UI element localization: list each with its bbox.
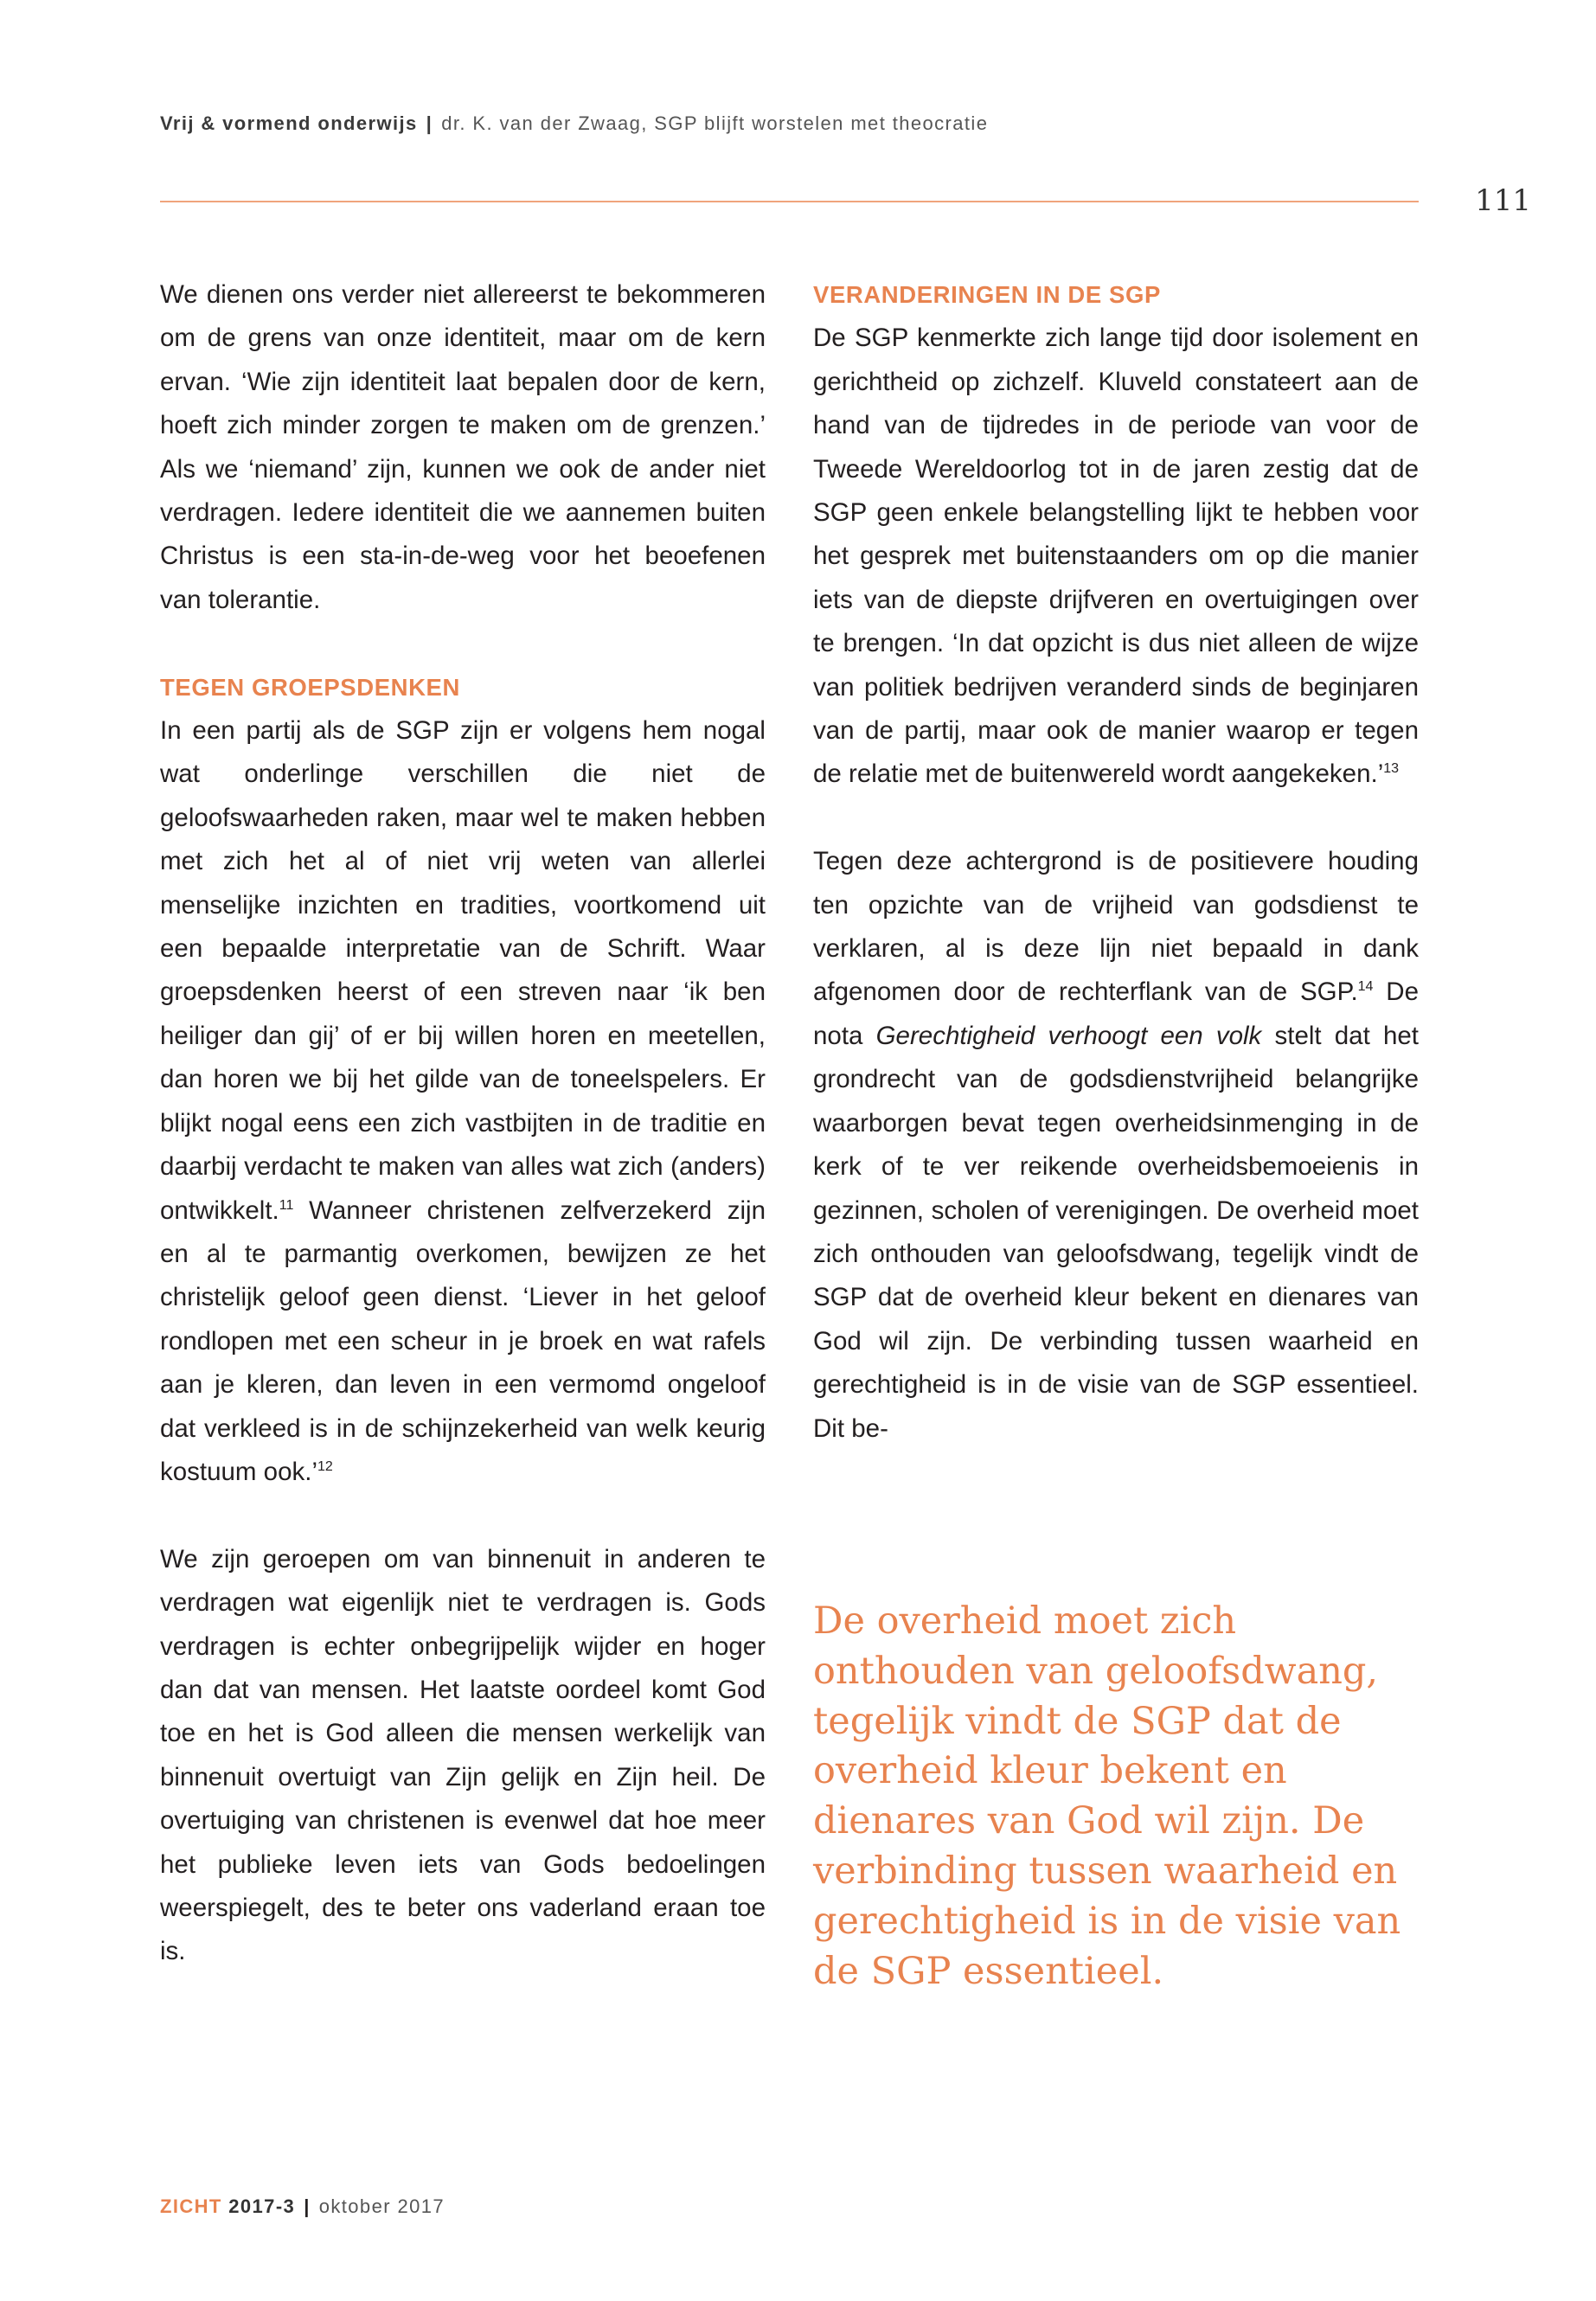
- magazine-name: ZICHT: [160, 2195, 222, 2217]
- footnote-ref-14: 14: [1357, 979, 1374, 995]
- paragraph-gap: [813, 797, 1419, 840]
- footnote-ref-13: 13: [1383, 761, 1400, 777]
- paragraph-isolement: [813, 317, 1419, 796]
- paragraph-text: De nota: [813, 977, 1419, 1050]
- paragraph-text: Wanneer christenen zelfverzekerd zijn en al te parmantig overkomen, bewijzen ze het christelijk geloof geen dienst. ‘Liever in het geloof rondlopen met een scheur in je broek en wat rafels aan je kleren, dan leven in een vermomd ongeloof dat verkleed is in de schijnzekerheid van welk keurig kostuum ook.’: [160, 1195, 766, 1486]
- heading-veranderingen: VERANDERINGEN IN DE SGP: [813, 281, 1161, 308]
- issue-date: oktober 2017: [318, 2195, 445, 2217]
- paragraph-text: De SGP kenmerkte zich lange tijd door isolement en gerichtheid op zichzelf. Kluveld constateert aan de hand van de tijdredes in de periode van voor de Tweede Wereldoorlog tot in de jaren zestig dat de SGP geen enkele belangstelling lijkt te hebben voor het gesprek met buitenstaanders om op die manier iets van de diepste drijfveren en overtuigingen over te brengen. ‘In dat opzicht is dus niet alleen de wijze van politiek bedrijven veranderd sinds de beginjaren van de partij, maar ook de manier waarop er tegen de relatie met de buitenwereld wordt aangekeken.’: [813, 324, 1419, 789]
- paragraph-groepsdenken: [160, 709, 766, 1494]
- paragraph-text: In een partij als de SGP zijn er volgens hem nogal wat onderlinge verschillen die niet de geloofswaarheden raken, maar wel te maken hebben met zich het al of niet vrij weten van allerlei menselijke inzichten en tradities, voortkomend uit een bepaalde interpretatie van de Schrift. Waar groepsdenken heerst of een streven naar ‘ik ben heiliger dan gij’ of er bij willen horen en meetellen, dan horen we bij het gilde van de toneelspelers. Er blijkt nogal eens een zich vastbijten in de traditie en daarbij verdacht te maken van alles wat zich (anders) ontwikkelt.: [160, 716, 766, 1225]
- footer-separator: |: [304, 2195, 311, 2217]
- issue-number: 2017-3: [228, 2195, 296, 2217]
- footnote-ref-12: 12: [317, 1459, 333, 1475]
- section-title: Vrij & vormend onderwijs: [160, 112, 418, 134]
- paragraph-verdragen: We zijn geroepen om van binnenuit in anderen te verdragen wat eigenlijk niet te verdragen is. Gods verdragen is echter onbegrijpelijk wijder en hoger dan dat van mensen. Het laatste oordeel komt God toe en het is God alleen die mensen werkelijk van binnenuit overtuigt van Zijn gelijk en Zijn heil. De overtuiging van christenen is evenwel dat hoe meer het publieke leven iets van Gods bedoelingen weerspiegelt, des te beter ons vaderland eraan toe is.: [160, 1544, 766, 1966]
- paragraph-text: Tegen deze achtergrond is de positievere houding ten opzichte van de vrijheid van godsdienst te verklaren, al is deze lijn niet bepaald in dank afgenomen door de rechterflank van de SGP.: [813, 847, 1419, 1007]
- article-author-title: dr. K. van der Zwaag, SGP blijft worstelen met theocratie: [441, 112, 989, 134]
- paragraph-identity: We dienen ons verder niet allereerst te bekommeren om de grens van onze identiteit, maar om de kern ervan. ‘Wie zijn identiteit laat bepalen door de kern, hoeft zich minder zorgen te maken om de grenzen.’ Als we ‘niemand’ zijn, kunnen we ook de ander niet verdragen. Iedere identiteit die we aannemen buiten Christus is een sta-in-de-weg voor het beoefenen van tolerantie.: [160, 280, 766, 614]
- footer: [160, 2195, 445, 2218]
- paragraph-text: stelt dat het grondrecht van de godsdienstvrijheid belangrijke waarborgen bevat tegen overheidsinmenging in de kerk of te ver reikende overheidsbemoeienis in gezinnen, scholen of verenigingen. De overheid moet zich onthouden van geloofsdwang, tegelijk vindt de SGP dat de overheid kleur bekent en dienares van God wil zijn. De verbinding tussen waarheid en gerechtigheid is in de visie van de SGP essentieel. Dit be-: [813, 1021, 1419, 1443]
- header-separator: |: [426, 112, 433, 134]
- paragraph-gap: [160, 1494, 766, 1537]
- running-head: [160, 112, 988, 135]
- left-column: [160, 273, 766, 1974]
- heading-tegen-groepsdenken: TEGEN GROEPSDENKEN: [160, 673, 460, 701]
- paragraph-godsdienstvrijheid: [813, 840, 1419, 1451]
- page-number: 111: [1475, 183, 1531, 218]
- footnote-ref-11: 11: [279, 1197, 294, 1213]
- header-rule: [160, 201, 1419, 202]
- paragraph-gap: [160, 622, 766, 665]
- nota-title: Gerechtigheid verhoogt een volk: [875, 1021, 1262, 1050]
- right-column: [813, 273, 1419, 1451]
- pull-quote: De overheid moet zich onthouden van geloofsdwang, tegelijk vindt de SGP dat de overheid kleur bekent en dienares van God wil zijn. De verbinding tussen waarheid en gerechtigheid is in de visie van de SGP essentieel.: [813, 1599, 1401, 1993]
